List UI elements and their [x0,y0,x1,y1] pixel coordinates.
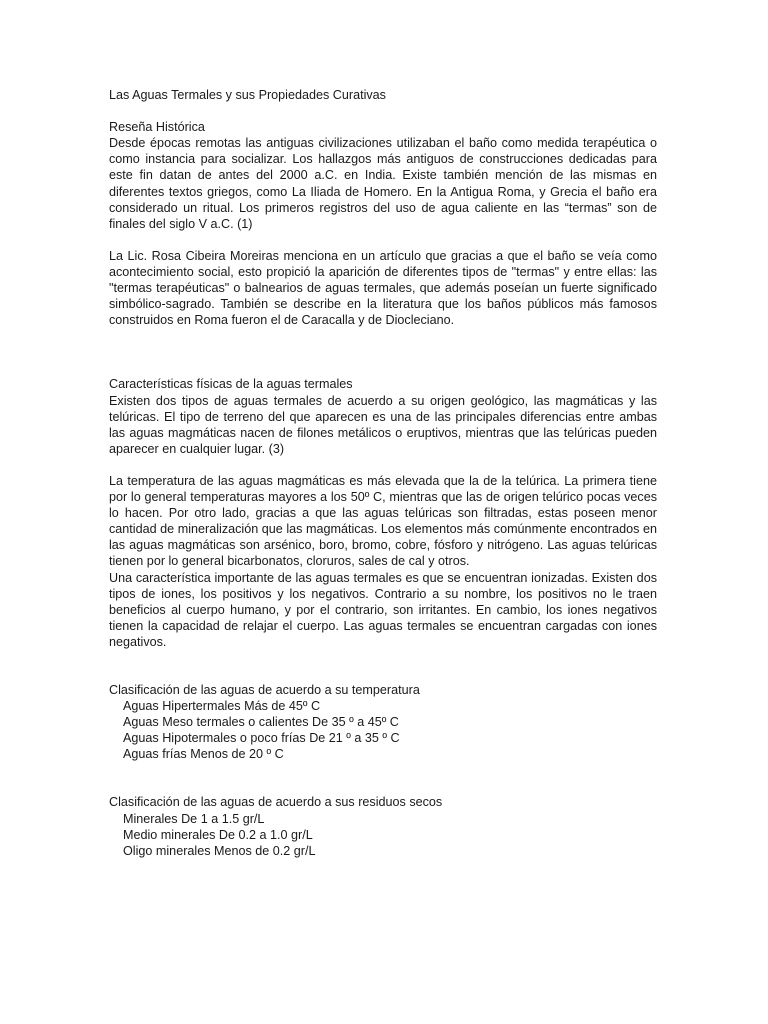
document-title: Las Aguas Termales y sus Propiedades Curativas [109,88,386,102]
section-heading-temperatura: Clasificación de las aguas de acuerdo a su temperatura [109,683,420,697]
section-heading-resena: Reseña Histórica [109,120,205,135]
paragraph-history-1: Desde épocas remotas las antiguas civilizaciones utilizaban el baño como medida terapéutica o como instancia para socializar. Los hallazgos más antiguos de construcciones dedicadas para este fin datan de antes del 2000 a.C. en India. Existe también mención de las mismas en diferentes textos griegos, como La Iliada de Homero. En la Antigua Roma, y Grecia el baño era considerado un ritual. Los primeros registros del uso de agua caliente en las “termas” son de finales del siglo V a.C. (1) [109,136,657,231]
list-item: Medio minerales De 0.2 a 1.0 gr/L [123,827,313,842]
list-item: Aguas Hipotermales o poco frías De 21 º a 35 º C [123,731,400,746]
list-item: Minerales De 1 a 1.5 gr/L [123,811,265,826]
document-page [109,87,657,859]
section-heading-caracteristicas: Características físicas de la aguas termales [109,377,353,392]
list-item: Oligo minerales Menos de 0.2 gr/L [123,843,316,858]
paragraph-history-2: La Lic. Rosa Cibeira Moreiras menciona en un artículo que gracias a que el baño se veía como acontecimiento social, esto propició la aparición de diferentes tipos de "termas" y entre ellas: las "termas terapéuticas" o balnearios de aguas termales, que además poseían un fuerte significado simbólico-sagrado. También se describe en la literatura que los baños públicos más famosos construidos en Roma fueron el de Caracalla y de Diocleciano. [109,248,657,328]
list-item: Aguas frías Menos de 20 º C [123,747,284,762]
paragraph-physical-2: La temperatura de las aguas magmáticas es más elevada que la de la telúrica. La primera tiene por lo general temperaturas mayores a los 50º C, mientras que las de origen telúrico pocas veces lo hacen. Por otro lado, gracias a que las aguas telúricas son filtradas, estas poseen menor cantidad de mineralización que las magmáticas. Los elementos más comúnmente encontrados en las aguas magmáticas son arsénico, boro, bromo, cobre, fósforo y nitrógeno. Las aguas telúricas tienen por lo general bicarbonatos, cloruros, sales de cal y otros. [109,473,657,569]
paragraph-physical-3: Una característica importante de las aguas termales es que se encuentran ionizadas. Existen dos tipos de iones, los positivos y los negativos. Contrario a su nombre, los positivos no le traen beneficios al cuerpo humano, y por el contrario, son irritantes. En cambio, los iones negativos tienen la capacidad de relajar el cuerpo. Las aguas termales se encuentran cargadas con iones negativos. [109,570,657,649]
list-item: Aguas Hipertermales Más de 45º C [123,699,321,714]
list-item: Aguas Meso termales o calientes De 35 º a 45º C [123,715,399,730]
section-heading-residuos: Clasificación de las aguas de acuerdo a sus residuos secos [109,795,443,810]
paragraph-physical-1: Existen dos tipos de aguas termales de acuerdo a su origen geológico, las magmáticas y las telúricas. El tipo de terreno del que aparecen es una de las principales diferencias entre ambas las aguas magmáticas nacen de filones metálicos o eruptivos, mientras que las telúricas pueden aparecer en cualquier lugar. (3) [109,393,657,456]
